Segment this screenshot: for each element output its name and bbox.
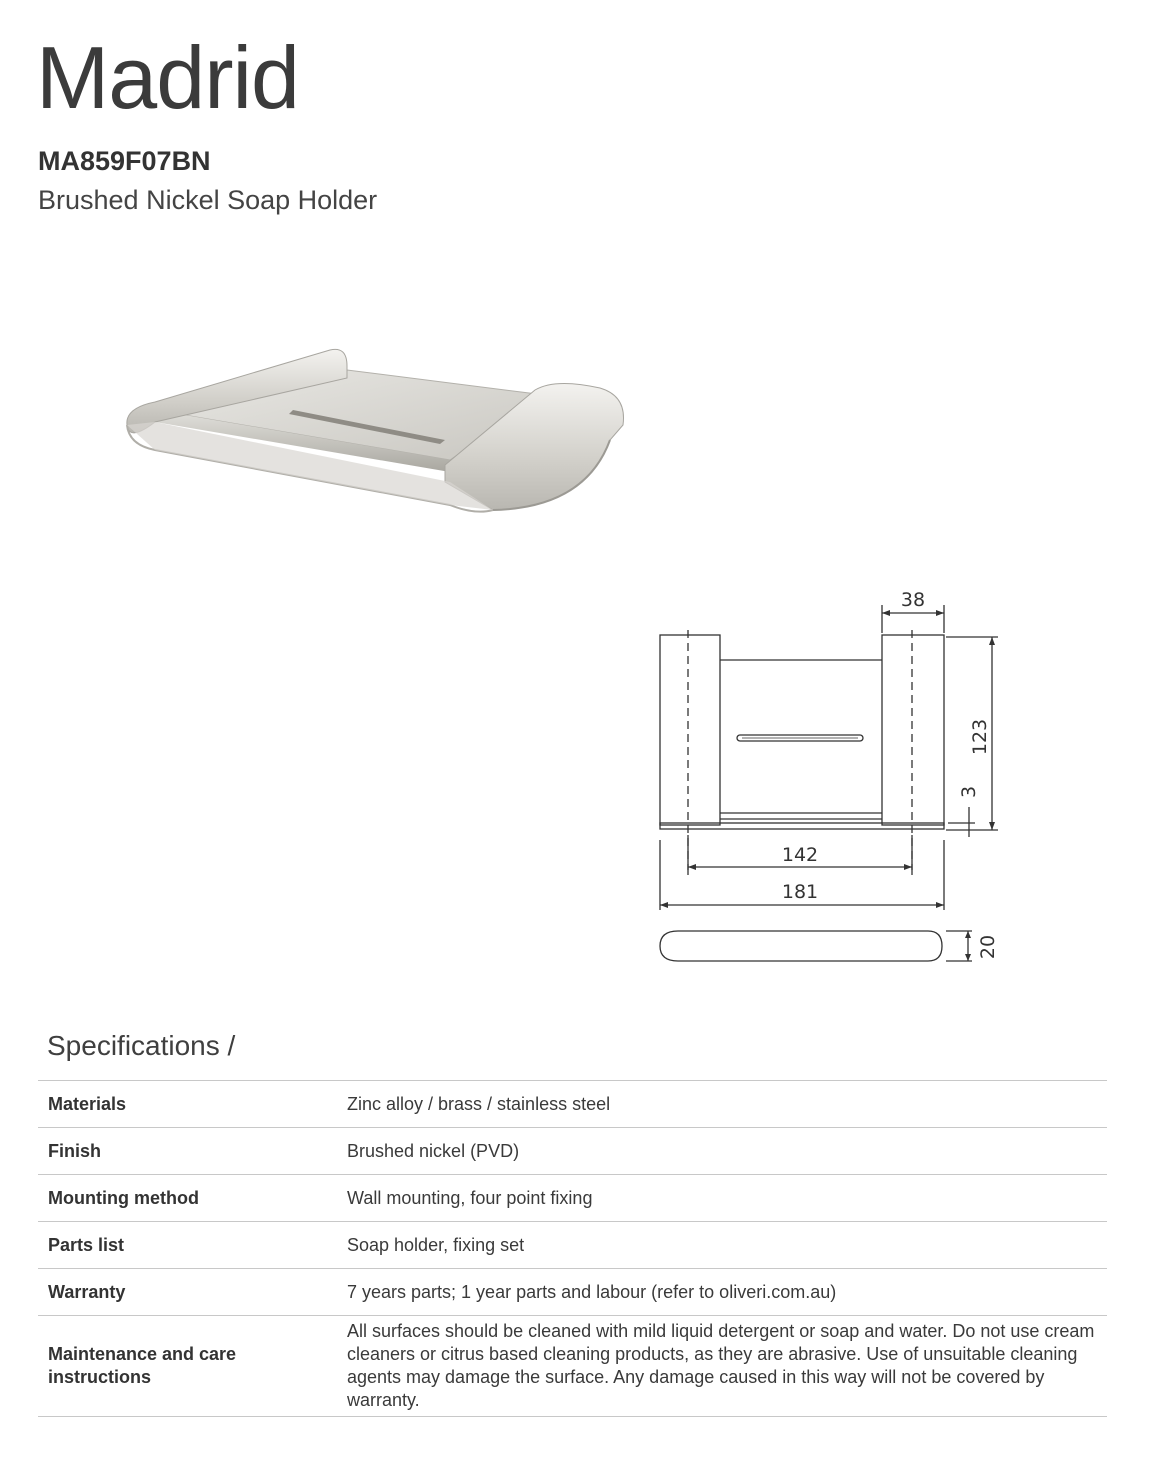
dim-142-label: 142 bbox=[781, 844, 819, 866]
spec-value: 7 years parts; 1 year parts and labour (refer to oliveri.com.au) bbox=[328, 1269, 1107, 1316]
spec-value: Zinc alloy / brass / stainless steel bbox=[328, 1081, 1107, 1128]
spec-label: Finish bbox=[38, 1128, 328, 1175]
dim-38-label: 38 bbox=[900, 589, 926, 611]
product-image bbox=[115, 330, 635, 530]
spec-label: Mounting method bbox=[38, 1175, 328, 1222]
spec-value: Wall mounting, four point fixing bbox=[328, 1175, 1107, 1222]
specifications-table bbox=[38, 1080, 1107, 1417]
table-row bbox=[38, 1128, 1107, 1175]
spec-label: Maintenance and care instructions bbox=[38, 1316, 328, 1417]
table-row bbox=[38, 1081, 1107, 1128]
spec-label: Parts list bbox=[38, 1222, 328, 1269]
product-code: MA859F07BN bbox=[38, 146, 211, 176]
technical-drawing bbox=[650, 585, 1010, 975]
spec-label: Materials bbox=[38, 1081, 328, 1128]
dim-20-label: 20 bbox=[977, 934, 999, 960]
table-row bbox=[38, 1222, 1107, 1269]
page-title: Madrid bbox=[36, 28, 299, 127]
dim-181-label: 181 bbox=[781, 881, 819, 903]
spec-value: Soap holder, fixing set bbox=[328, 1222, 1107, 1269]
specifications-heading: Specifications / bbox=[47, 1030, 236, 1061]
table-row bbox=[38, 1175, 1107, 1222]
table-row bbox=[38, 1269, 1107, 1316]
dim-3-label: 3 bbox=[958, 785, 980, 799]
spec-value: All surfaces should be cleaned with mild liquid detergent or soap and water. Do not use cream cleaners or citrus based cleaning products, as they are abrasive. Use of unsuitable cleaning agents may damage the surface. Any damage caused in this way will not be covered by warranty. bbox=[328, 1316, 1107, 1417]
product-name: Brushed Nickel Soap Holder bbox=[38, 185, 378, 215]
spec-label: Warranty bbox=[38, 1269, 328, 1316]
dim-123-label: 123 bbox=[969, 718, 991, 756]
spec-value: Brushed nickel (PVD) bbox=[328, 1128, 1107, 1175]
table-row bbox=[38, 1316, 1107, 1417]
